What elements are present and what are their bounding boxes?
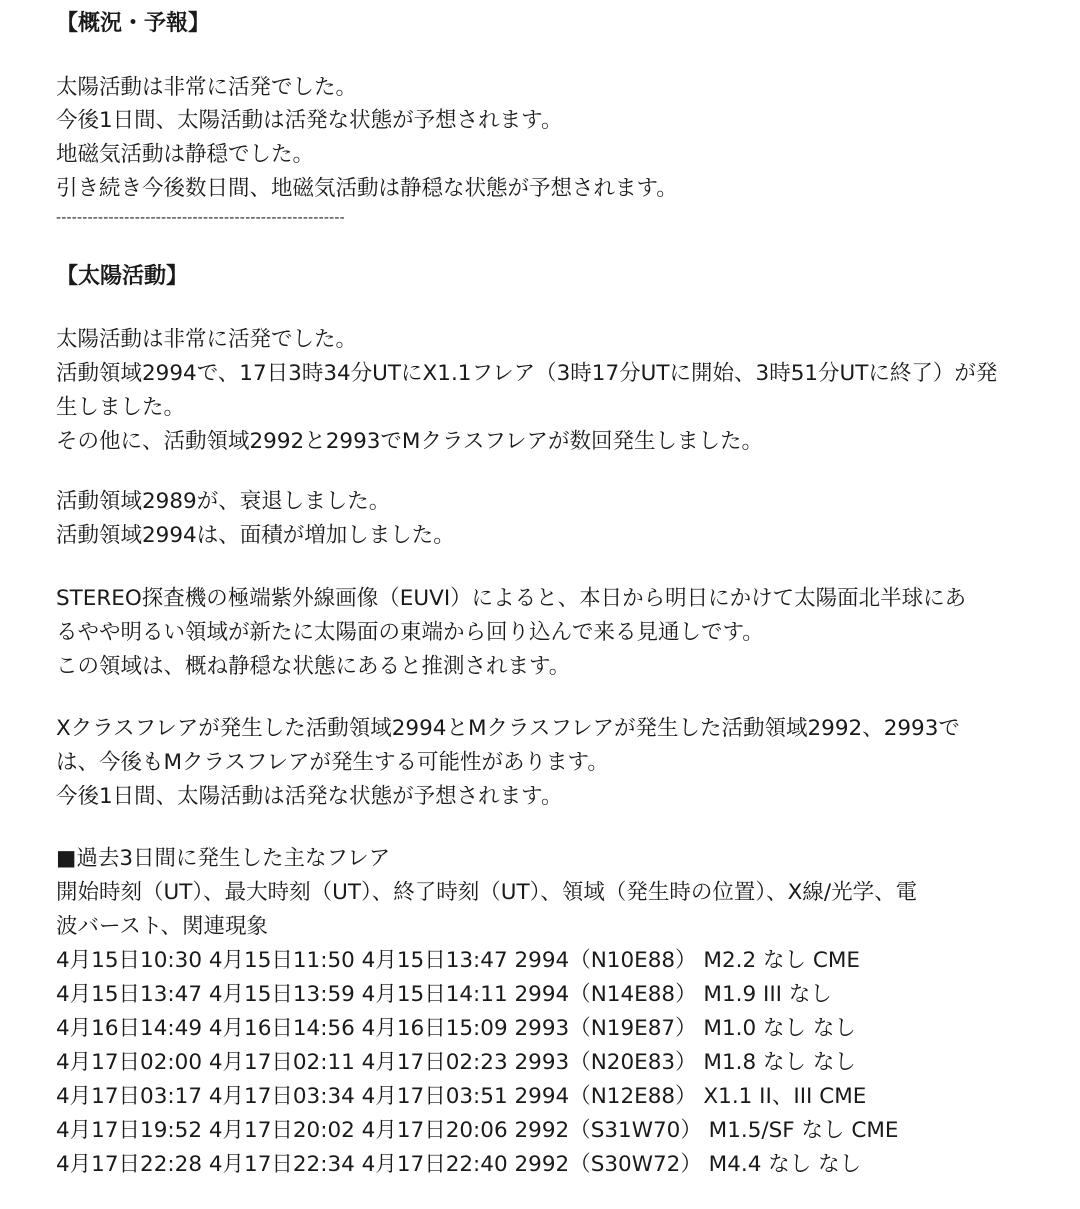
solar-line: 活動領域2994で、17日3時34分UTにX1.1フレア（3時17分UTに開始、3時51分UTに終了）が発 (56, 361, 998, 386)
overview-line: 地磁気活動は静穏でした。 (56, 142, 315, 167)
solar-line: STEREO探査機の極端紫外線画像（EUVI）によると、本日から明日にかけて太陽面北半球にあ (56, 586, 967, 611)
flare-row: 4月15日10:30 4月15日11:50 4月15日13:47 2994（N10E88） M2.2 なし CME (56, 948, 860, 973)
section-divider: ------------------------------------------------------- (56, 210, 345, 226)
solar-line: 今後1日間、太陽活動は活発な状態が予想されます。 (56, 784, 563, 809)
solar-line: Xクラスフレアが発生した活動領域2994とMクラスフレアが発生した活動領域2992、2993で (56, 716, 960, 741)
solar-line: 生しました。 (56, 395, 186, 420)
flares-title: ■過去3日間に発生した主なフレア (56, 846, 391, 871)
flares-header-line: 波バースト、関連現象 (56, 914, 268, 939)
solar-line: は、今後もMクラスフレアが発生する可能性があります。 (56, 750, 609, 775)
solar-line: この領域は、概ね静穏な状態にあると推測されます。 (56, 654, 571, 679)
solar-line: 活動領域2994は、面積が増加しました。 (56, 523, 455, 548)
overview-heading: 【概況・予報】 (56, 11, 211, 36)
flare-row: 4月17日03:17 4月17日03:34 4月17日03:51 2994（N12E88） X1.1 II、III CME (56, 1084, 867, 1109)
solar-line: その他に、活動領域2992と2993でMクラスフレアが数回発生しました。 (56, 429, 763, 454)
flare-row: 4月17日22:28 4月17日22:34 4月17日22:40 2992（S30W72） M4.4 なし なし (56, 1152, 862, 1177)
overview-line: 太陽活動は非常に活発でした。 (56, 75, 358, 100)
flare-row: 4月15日13:47 4月15日13:59 4月15日14:11 2994（N14E88） M1.9 III なし (56, 982, 832, 1007)
flares-header-line: 開始時刻（UT）、最大時刻（UT）、終了時刻（UT）、領域（発生時の位置）、X線/光学、電 (56, 880, 918, 905)
overview-line: 引き続き今後数日間、地磁気活動は静穏な状態が予想されます。 (56, 176, 678, 201)
solar-line: 活動領域2989が、衰退しました。 (56, 489, 391, 514)
solar-line: 太陽活動は非常に活発でした。 (56, 327, 358, 352)
overview-line: 今後1日間、太陽活動は活発な状態が予想されます。 (56, 108, 563, 133)
flare-row: 4月17日02:00 4月17日02:11 4月17日02:23 2993（N20E83） M1.8 なし なし (56, 1050, 856, 1075)
flare-row: 4月17日19:52 4月17日20:02 4月17日20:06 2992（S31W70） M1.5/SF なし CME (56, 1118, 899, 1143)
solar-heading: 【太陽活動】 (56, 264, 189, 289)
solar-line: るやや明るい領域が新たに太陽面の東端から回り込んで来る見通しです。 (56, 620, 764, 645)
flare-row: 4月16日14:49 4月16日14:56 4月16日15:09 2993（N19E87） M1.0 なし なし (56, 1016, 856, 1041)
